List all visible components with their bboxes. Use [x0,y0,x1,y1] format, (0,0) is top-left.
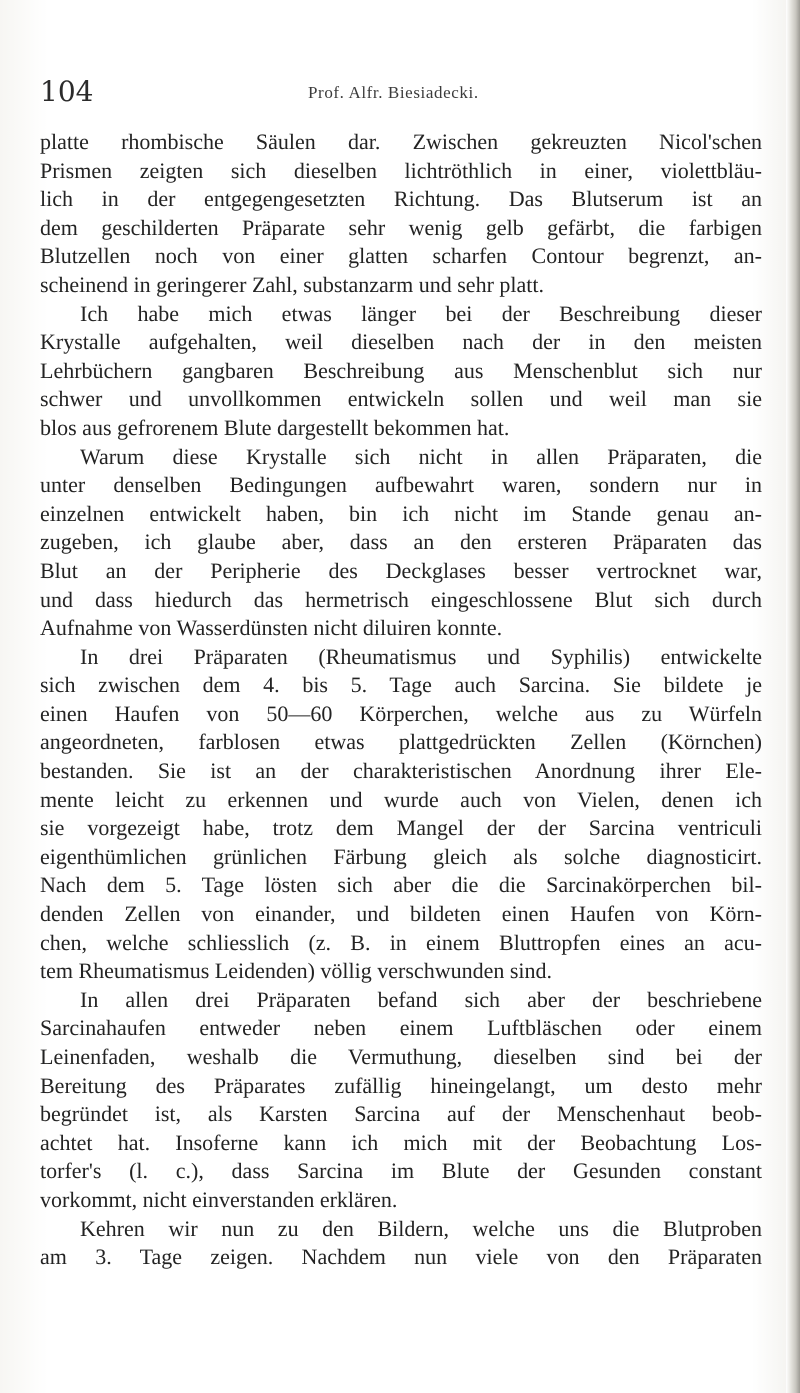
text-line: am 3. Tage zeigen. Nachdem nun viele von den Präparaten [40,1244,762,1270]
text-line: Blutzellen noch von einer glatten scharfen Contour begrenzt, an- [40,243,762,269]
text-line: Warum diese Krystalle sich nicht in allen Präparaten, die [80,443,762,469]
text-line: blos aus gefrorenem Blute dargestellt bekommen hat. [40,414,510,440]
text-line: Kehren wir nun zu den Bildern, welche uns die Blutproben [80,1215,762,1241]
text-line: dem geschilderten Präparate sehr wenig gelb gefärbt, die farbigen [40,214,762,240]
page-number: 104 [40,75,94,108]
page-header [40,72,770,112]
text-line: Leinenfaden, weshalb die Vermuthung, dieselben sind bei der [40,1044,762,1069]
text-line: sie vorgezeigt habe, trotz dem Mangel der der Sarcina ventriculi [40,815,762,841]
page-edge-shadow [786,0,800,1393]
text-line: Krystalle aufgehalten, weil dieselben nach der in den meisten [40,329,762,355]
running-head: Prof. Alfr. Biesiadecki. [308,83,479,102]
text-line: schwer und unvollkommen entwickeln sollen und weil man sie [40,386,762,412]
text-line: platte rhombische Säulen dar. Zwischen gekreuzten Nicol'schen [40,129,762,154]
text-line: bestanden. Sie ist an der charakteristischen Anordnung ihrer Ele- [40,758,762,784]
text-line: mente leicht zu erkennen und wurde auch von Vielen, denen ich [40,786,762,812]
text-line: tem Rheumatismus Leidenden) völlig verschwunden sind. [40,958,553,984]
text-line: eigenthümlichen grünlichen Färbung gleich als solche diagnosticirt. [40,843,762,869]
text-line: Bereitung des Präparates zufällig hineingelangt, um desto mehr [40,1072,762,1098]
text-line: In drei Präparaten (Rheumatismus und Syphilis) entwickelte [80,643,762,669]
text-line: In allen drei Präparaten befand sich aber der beschriebene [80,986,762,1012]
text-line: zugeben, ich glaube aber, dass an den ersteren Präparaten das [40,529,762,555]
text-line: Aufnahme von Wasserdünsten nicht diluiren konnte. [40,615,503,641]
text-line: torfer's (l. c.), dass Sarcina im Blute der Gesunden constant [40,1158,762,1184]
text-line: achtet hat. Insoferne kann ich mich mit der Beobachtung Los- [40,1129,762,1155]
text-line: unter denselben Bedingungen aufbewahrt waren, sondern nur in [40,472,762,498]
text-line: Blut an der Peripherie des Deckglases besser vertrocknet war, [40,557,762,583]
text-line: einen Haufen von 50—60 Körperchen, welche aus zu Würfeln [40,700,762,726]
text-line: vorkommt, nicht einverstanden erklären. [40,1186,398,1212]
text-line: einzelnen entwickelt haben, bin ich nicht im Stande genau an- [40,500,762,526]
text-line: Lehrbüchern gangbaren Beschreibung aus Menschenblut sich nur [40,357,762,383]
text-line: angeordneten, farblosen etwas plattgedrückten Zellen (Körnchen) [40,729,762,755]
text-line: lich in der entgegengesetzten Richtung. Das Blutserum ist an [40,186,762,212]
text-line: und dass hiedurch das hermetrisch eingeschlossene Blut sich durch [40,586,762,612]
text-line: scheinend in geringerer Zahl, substanzarm und sehr platt. [40,271,545,297]
text-line: denden Zellen von einander, und bildeten einen Haufen von Körn- [40,901,762,927]
text-line: begründet ist, als Karsten Sarcina auf der Menschenhaut beob- [40,1101,762,1127]
text-line: chen, welche schliesslich (z. B. in einem Bluttropfen eines an acu- [40,929,762,955]
text-line: Sarcinahaufen entweder neben einem Luftbläschen oder einem [40,1015,762,1041]
text-line: Ich habe mich etwas länger bei der Beschreibung dieser [80,300,762,326]
text-line: Prismen zeigten sich dieselben lichtröthlich in einer, violettbläu- [40,157,762,183]
text-line: Nach dem 5. Tage lösten sich aber die die Sarcinakörperchen bil- [40,872,762,898]
text-line: sich zwischen dem 4. bis 5. Tage auch Sarcina. Sie bildete je [40,672,762,698]
body-text [40,128,762,1272]
